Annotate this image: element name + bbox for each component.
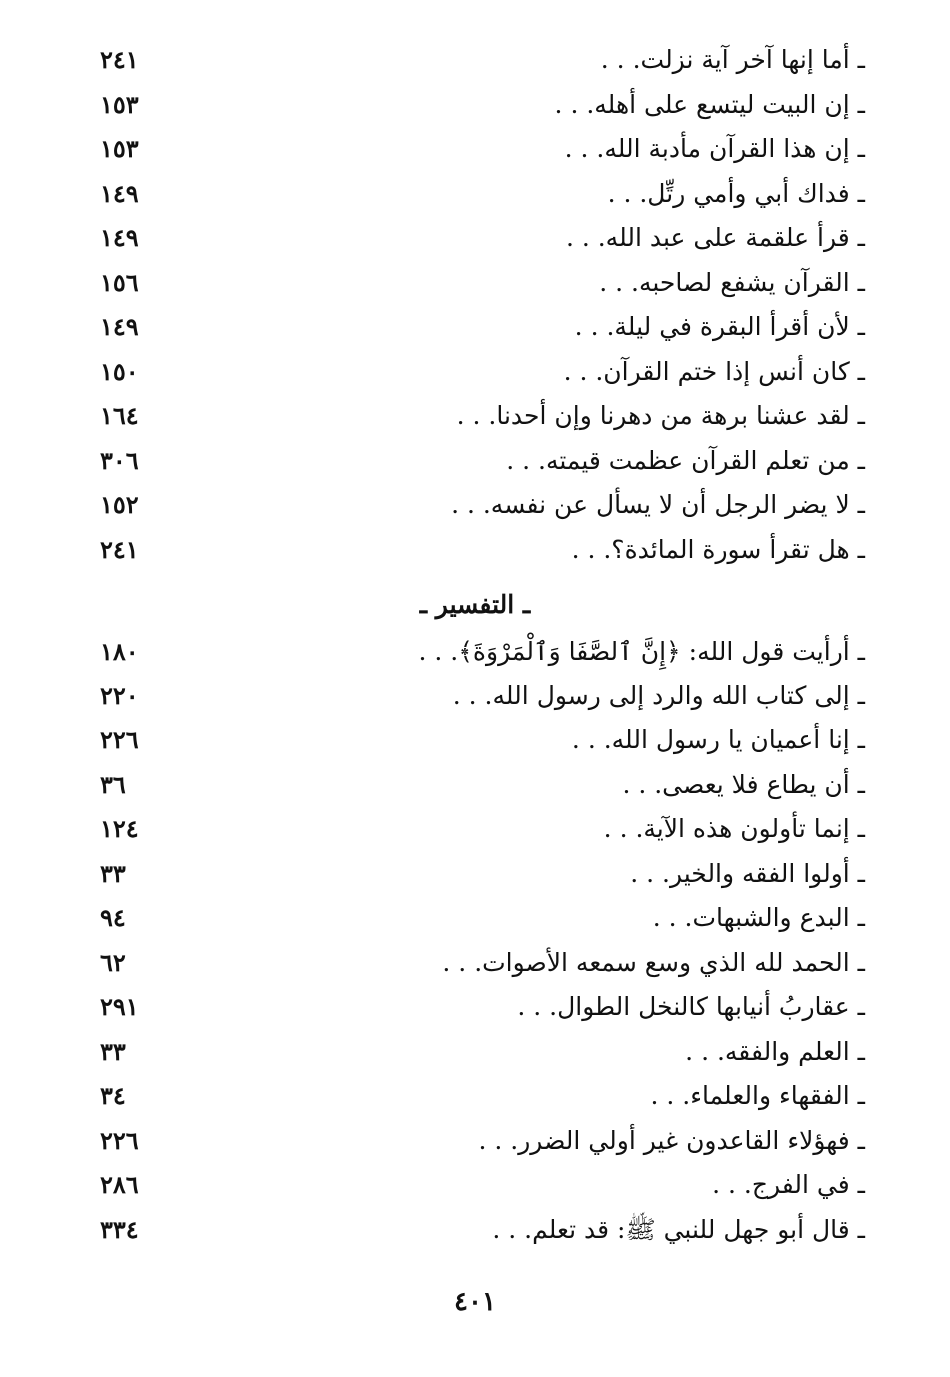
index-entry bbox=[0, 396, 950, 436]
entry-text: ـ العلم والفقه. . . bbox=[685, 1037, 865, 1066]
entry-page-number: ١٤٩ bbox=[100, 312, 139, 341]
index-entry bbox=[0, 40, 950, 80]
entry-page-number: ٢٤١ bbox=[100, 45, 139, 74]
entry-page-number: ٦٢ bbox=[100, 948, 126, 977]
index-entry bbox=[0, 1121, 950, 1161]
index-entry bbox=[0, 943, 950, 983]
entry-page-number: ٩٤ bbox=[100, 903, 126, 932]
entry-page-number: ٢٨٦ bbox=[100, 1170, 139, 1199]
index-entry bbox=[0, 352, 950, 392]
index-entry bbox=[0, 720, 950, 760]
index-entry bbox=[0, 854, 950, 894]
entry-page-number: ٢٢٦ bbox=[100, 725, 139, 754]
index-entry bbox=[0, 809, 950, 849]
entry-text: ـ إلى كتاب الله والرد إلى رسول الله. . . bbox=[452, 681, 865, 710]
entry-page-number: ١٥٦ bbox=[100, 268, 139, 297]
entry-page-number: ٢٤١ bbox=[100, 535, 139, 564]
entry-text: ـ لا يضر الرجل أن لا يسأل عن نفسه. . . bbox=[451, 490, 865, 519]
entry-page-number: ٣٠٦ bbox=[100, 446, 139, 475]
index-entry bbox=[0, 441, 950, 481]
section-heading-tafsir: ـ التفسير ـ bbox=[419, 590, 531, 619]
entry-text: ـ كان أنس إذا ختم القرآن. . . bbox=[563, 357, 865, 386]
entry-text: ـ أن يطاع فلا يعصى. . . bbox=[622, 770, 865, 799]
entry-page-number: ٣٤ bbox=[100, 1081, 126, 1110]
index-entry bbox=[0, 1076, 950, 1116]
index-entry bbox=[0, 174, 950, 214]
entry-text: ـ البدع والشبهات. . . bbox=[652, 903, 865, 932]
index-entry bbox=[0, 218, 950, 258]
index-entry bbox=[0, 676, 950, 716]
index-entry bbox=[0, 987, 950, 1027]
entry-text: ـ الحمد لله الذي وسع سمعه الأصوات. . . bbox=[442, 948, 865, 977]
entry-page-number: ٢٢٠ bbox=[100, 681, 139, 710]
entry-page-number: ١٨٠ bbox=[100, 637, 139, 666]
index-entry bbox=[0, 530, 950, 570]
entry-text: ـ إن هذا القرآن مأدبة الله. . . bbox=[564, 134, 865, 163]
entry-text: ـ في الفرج. . . bbox=[712, 1170, 865, 1199]
entry-text: ـ هل تقرأ سورة المائدة؟. . . bbox=[571, 535, 865, 564]
entry-text: ـ إنا أعميان يا رسول الله. . . bbox=[571, 725, 865, 754]
entry-page-number: ٢٢٦ bbox=[100, 1126, 139, 1155]
index-entry bbox=[0, 632, 950, 672]
entry-text: ـ أما إنها آخر آية نزلت. . . bbox=[600, 45, 865, 74]
entry-text: ـ قال أبو جهل للنبي ﷺ: قد تعلم. . . bbox=[492, 1215, 865, 1244]
index-entry bbox=[0, 485, 950, 525]
index-entry bbox=[0, 307, 950, 347]
entry-text: ـ فهؤلاء القاعدون غير أولي الضرر. . . bbox=[478, 1126, 865, 1155]
entry-text: ـ إن البيت ليتسع على أهله. . . bbox=[554, 90, 865, 119]
entry-page-number: ١٤٩ bbox=[100, 179, 139, 208]
entry-page-number: ٣٦ bbox=[100, 770, 126, 799]
entry-page-number: ١٥٠ bbox=[100, 357, 139, 386]
index-entry bbox=[0, 1032, 950, 1072]
index-entry bbox=[0, 898, 950, 938]
entry-text: ـ أولوا الفقه والخير. . . bbox=[630, 859, 865, 888]
entry-text: ـ لقد عشنا برهة من دهرنا وإن أحدنا. . . bbox=[456, 401, 865, 430]
index-entry bbox=[0, 85, 950, 125]
entry-text: ـ أرأيت قول الله: ﴿إِنَّ ٱلصَّفَا وَٱلْمَرْوَةَ﴾. . . bbox=[418, 637, 865, 666]
entry-page-number: ١٥٢ bbox=[100, 490, 139, 519]
entry-page-number: ١٥٣ bbox=[100, 134, 139, 163]
entry-page-number: ١٦٤ bbox=[100, 401, 139, 430]
entry-page-number: ٣٣ bbox=[100, 1037, 126, 1066]
entry-page-number: ٣٣٤ bbox=[100, 1215, 139, 1244]
index-entry bbox=[0, 765, 950, 805]
index-entry bbox=[0, 263, 950, 303]
entry-text: ـ فداك أبي وأمي رتِّل. . . bbox=[607, 179, 865, 208]
page-number: ٤٠١ bbox=[454, 1287, 496, 1317]
entry-text: ـ من تعلم القرآن عظمت قيمته. . . bbox=[506, 446, 865, 475]
index-entry bbox=[0, 129, 950, 169]
index-entry bbox=[0, 1210, 950, 1250]
entry-page-number: ٣٣ bbox=[100, 859, 126, 888]
entry-text: ـ إنما تأولون هذه الآية. . . bbox=[603, 814, 865, 843]
entry-page-number: ١٤٩ bbox=[100, 223, 139, 252]
entry-text: ـ الفقهاء والعلماء. . . bbox=[650, 1081, 865, 1110]
entry-text: ـ لأن أقرأ البقرة في ليلة. . . bbox=[574, 312, 865, 341]
entry-text: ـ عقاربُ أنيابها كالنخل الطوال. . . bbox=[517, 992, 865, 1021]
entry-page-number: ٢٩١ bbox=[100, 992, 139, 1021]
entry-page-number: ١٢٤ bbox=[100, 814, 139, 843]
index-entry bbox=[0, 1165, 950, 1205]
entry-text: ـ قرأ علقمة على عبد الله. . . bbox=[565, 223, 865, 252]
entry-text: ـ القرآن يشفع لصاحبه. . . bbox=[599, 268, 865, 297]
entry-page-number: ١٥٣ bbox=[100, 90, 139, 119]
